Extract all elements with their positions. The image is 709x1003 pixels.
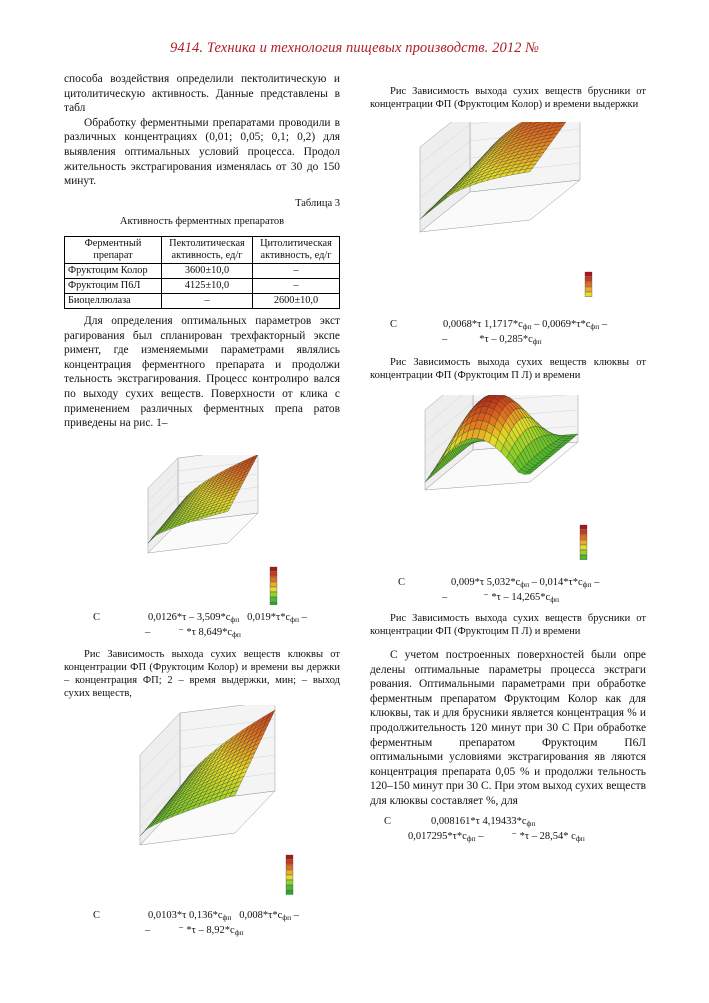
table-cell: 4125±10,0 — [162, 279, 253, 294]
table-cell: – — [252, 264, 339, 279]
legend-swatch — [580, 555, 587, 560]
surface-plot-1 — [120, 455, 300, 605]
legend-swatch — [585, 272, 592, 277]
regression-formula-4: С 0,009*τ $5,032*с_{фп} - 0,014*\tau*с_{фп}$ – – ⁻ $*\tau - 14,265*с_{фп}$ — [398, 577, 600, 604]
legend-swatch — [585, 287, 592, 292]
legend-swatch — [580, 530, 587, 535]
table-row — [65, 279, 340, 294]
table-cell: – — [162, 294, 253, 309]
legend-swatch — [270, 572, 277, 577]
surface-plot-3 — [400, 122, 615, 297]
regression-formula-2: С 0,0103*τ $0,136*с_{фп}$ $0,008*\tau*с_{фп}$ – – ⁻ $*\tau - 8,92*с_{фп}$ — [93, 910, 300, 937]
figure-caption-4: Рис Зависимость выхода сухих веществ брусники от концентрации ФП (Фруктоцим П Л) и времени — [370, 613, 646, 637]
legend-swatch — [580, 540, 587, 545]
legend-swatch — [580, 550, 587, 555]
table-cell: Фруктоцим П6Л — [65, 279, 162, 294]
legend-swatch — [286, 855, 293, 860]
legend-swatch — [585, 277, 592, 282]
legend-swatch — [270, 577, 277, 582]
regression-formula-3: С 0,0068*τ $1,1717*с_{фп} - 0,0069*\tau*с_{фп}$ – – $*\tau - 0,285*с_{фп}$ — [390, 319, 608, 346]
legend-swatch — [270, 567, 277, 572]
legend-swatch — [270, 597, 277, 602]
legend-swatch — [286, 885, 293, 890]
table-header: Ферментный препарат — [65, 237, 162, 264]
legend-swatch — [286, 865, 293, 870]
figure-caption-1: Рис Зависимость выхода сухих веществ клюквы от концентрации ФП (Фруктоцим Колор) и времени вы держки – концентрация ФП; 2 – время выдержки, мин; – выход сухих веществ, — [64, 649, 340, 699]
left-paragraph-3: Для определения оптимальных параметров экст рагирования был спланирован трехфакторный экспе римент, где изменяемыми параметрами являлись концентрация ферментного препарата и продолжи тельность экстрагирования. Процесс контролиро вался по выходу сухих веществ. Поверхности от клика с применением различных ферментных препа ратов приведены на рис. 1– — [64, 315, 340, 430]
figure-caption-2: Рис Зависимость выхода сухих веществ брусники от концентрации ФП (Фруктоцим Колор) и времени выдержки — [370, 86, 646, 110]
color-legend — [286, 855, 293, 895]
table-header: Пектолитическая активность, ед/г — [162, 237, 253, 264]
legend-swatch — [270, 592, 277, 597]
regression-formula-1: С $0,0126*\tau - 3,509*с_{фп}$ $0,019*\tau*с_{фп}$ – – ⁻ *τ $8,649*с_{фп}$ — [93, 612, 307, 639]
legend-swatch — [286, 890, 293, 895]
color-legend — [580, 525, 587, 560]
legend-swatch — [286, 880, 293, 885]
table-row — [65, 294, 340, 309]
right-paragraph-4: С учетом построенных поверхностей были опре делены оптимальные параметры процесса экстраги рования. Оптимальными параметрами при обработке ферментным препаратом Фруктоцим Колор как для клюквы, так и для брусники является концентрация % и продолжительность 120 минут при 30 С При обработке ферментным препаратом Фруктоцим П6Л оптимальными условиями экстрагирования яв ляются концентрация препарата 0,05 % и продолжи тельность 120–150 минут при 30 С. При этом выход сухих веществ для клюквы составляет %, для — [370, 649, 646, 807]
table-row — [65, 264, 340, 279]
legend-swatch — [585, 292, 592, 297]
legend-swatch — [286, 870, 293, 875]
table-title: Активность ферментных препаратов — [119, 216, 285, 227]
surface-plot-4 — [405, 395, 610, 560]
color-legend — [270, 567, 277, 605]
legend-swatch — [580, 535, 587, 540]
table-cell: 3600±10,0 — [162, 264, 253, 279]
color-legend — [585, 272, 592, 297]
journal-header: 9414. Техника и технология пищевых производств. 2012 № — [169, 40, 540, 56]
regression-formula-5: С 0,008161*τ $4,19433*с_{фп}$ $0,017295*\tau*с_{фп}$ – ⁻ *τ – 28,54* $с_{фп}$ — [384, 816, 585, 843]
table-cell: Фруктоцим Колор — [65, 264, 162, 279]
table-cell: 2600±10,0 — [252, 294, 339, 309]
legend-swatch — [270, 602, 277, 605]
legend-swatch — [580, 545, 587, 550]
left-paragraph-1: способа воздействия определили пектолитическую и цитолитическую активность. Данные представлены в табл Обработку ферментными препаратами проводили в различных концентрациях (0,01; 0,05; 0,1; 0,2) для выявления оптимальных условий процесса. Продол жительность экстрагирования изменялась от 30 до 150 минут. — [64, 73, 340, 188]
figure-caption-3: Рис Зависимость выхода сухих веществ клюквы от концентрации ФП (Фруктоцим П Л) и времени — [370, 357, 646, 381]
legend-swatch — [270, 587, 277, 592]
surface-plot-2 — [118, 705, 308, 895]
table-cell: Биоцеллюлаза — [65, 294, 162, 309]
activity-table — [64, 236, 340, 309]
table-header: Цитолитическая активность, ед/г — [252, 237, 339, 264]
table-label: Таблица 3 — [295, 198, 340, 209]
legend-swatch — [585, 282, 592, 287]
legend-swatch — [286, 875, 293, 880]
table-cell: – — [252, 279, 339, 294]
legend-swatch — [270, 582, 277, 587]
legend-swatch — [286, 860, 293, 865]
legend-swatch — [580, 525, 587, 530]
